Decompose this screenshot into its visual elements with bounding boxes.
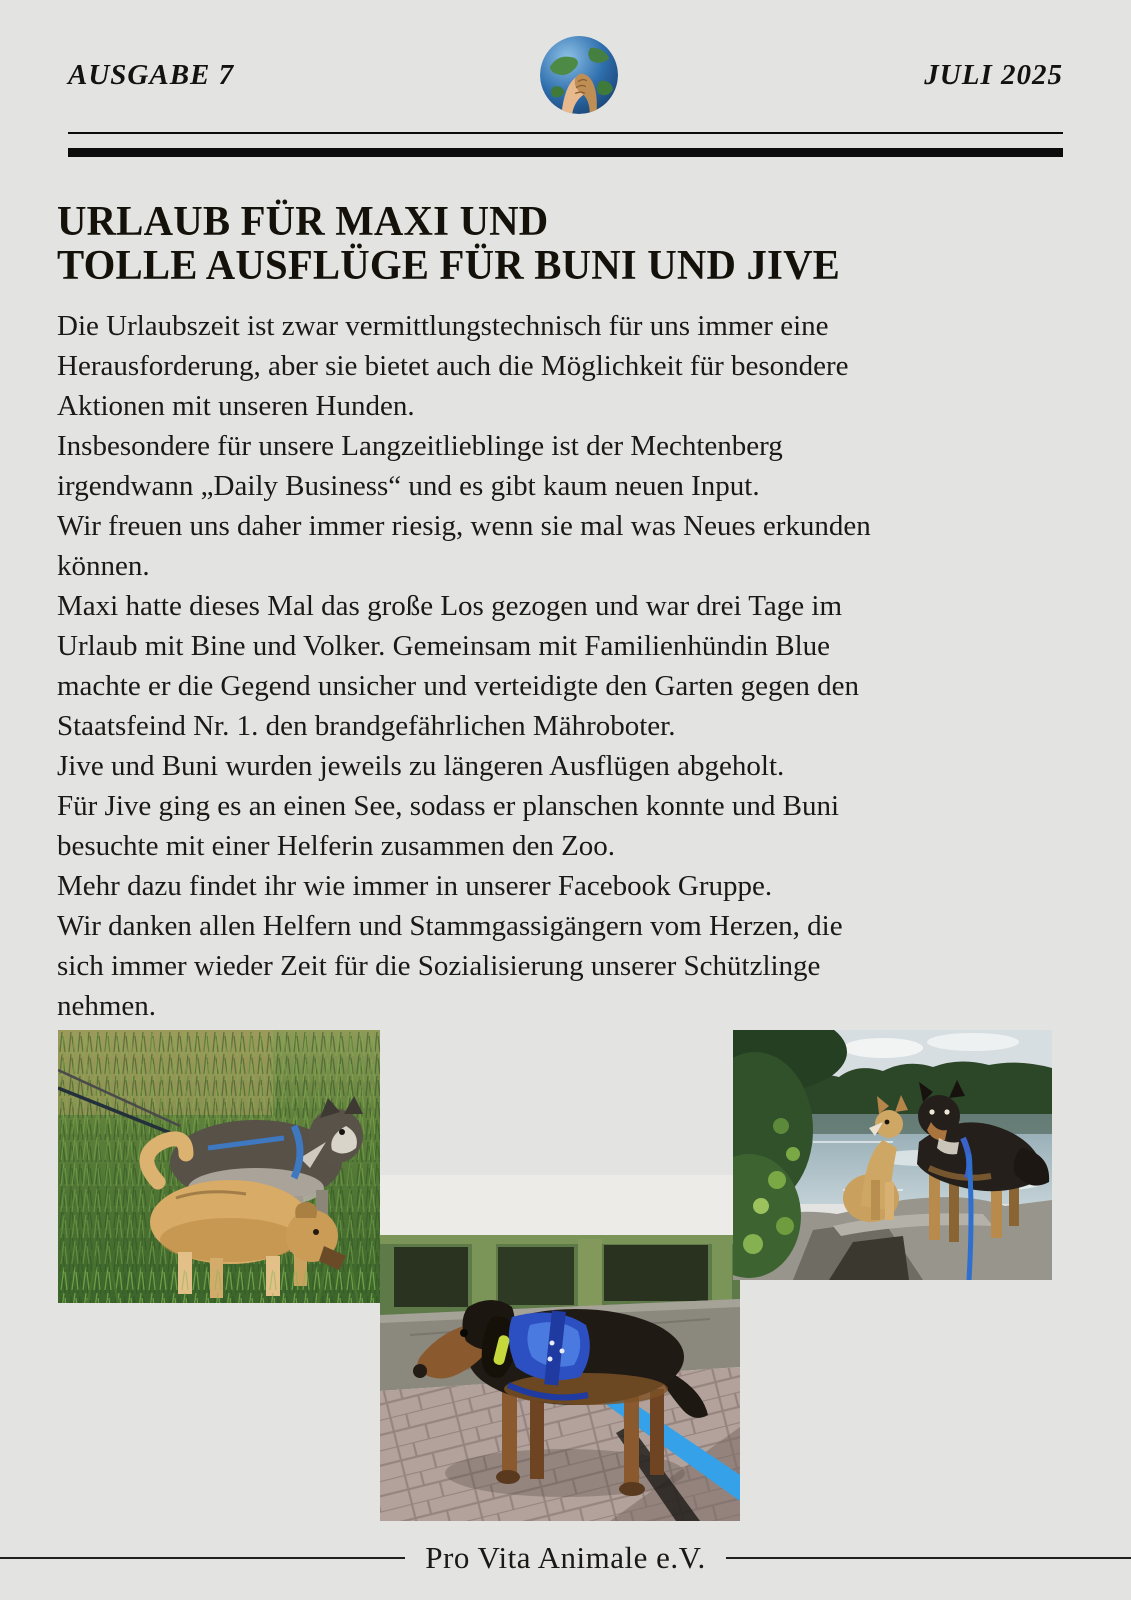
header-rule-thick <box>68 148 1063 157</box>
issue-label: AUSGABE 7 <box>68 58 235 91</box>
article-title-line1: URLAUB FÜR MAXI UND <box>57 199 549 245</box>
body-line: machte er die Gegend unsicher und verteidigte den Garten gegen den <box>57 670 860 702</box>
masthead <box>68 36 1063 114</box>
body-line: Mehr dazu findet ihr wie immer in unserer Facebook Gruppe. <box>57 870 773 902</box>
body-line: Wir danken allen Helfern und Stammgassigängern vom Herzen, die <box>57 910 843 942</box>
footer <box>0 1536 1131 1580</box>
footer-org-name: Pro Vita Animale e.V. <box>425 1540 706 1575</box>
body-line: Für Jive ging es an einen See, sodass er planschen konnte und Buni <box>57 790 840 822</box>
earth-hands-logo-icon <box>540 36 618 114</box>
header-rule-thin <box>68 132 1063 134</box>
photo-dogs-at-lake <box>733 1030 1052 1280</box>
article-body <box>57 306 1073 1026</box>
date-label: JULI 2025 <box>924 58 1063 91</box>
body-line: Staatsfeind Nr. 1. den brandgefährlichen Mähroboter. <box>57 710 676 742</box>
footer-divider-left <box>0 1557 405 1559</box>
body-line: Wir freuen uns daher immer riesig, wenn sie mal was Neues erkunden <box>57 510 871 542</box>
body-line: Maxi hatte dieses Mal das große Los gezogen und war drei Tage im <box>57 590 843 622</box>
footer-divider-right <box>726 1557 1131 1559</box>
body-line: Urlaub mit Bine und Volker. Gemeinsam mit Familienhündin Blue <box>57 630 831 662</box>
body-line: können. <box>57 550 150 582</box>
photo-dogs-in-grass <box>58 1030 380 1303</box>
photo-dog-on-pavement <box>380 1175 740 1521</box>
article-title-line2: TOLLE AUSFLÜGE FÜR BUNI UND JIVE <box>57 243 841 289</box>
body-line: Die Urlaubszeit ist zwar vermittlungstechnisch für uns immer eine <box>57 310 829 342</box>
article-title <box>57 200 1071 288</box>
body-line: Jive und Buni wurden jeweils zu längeren Ausflügen abgeholt. <box>57 750 785 782</box>
body-line: sich immer wieder Zeit für die Sozialisierung unserer Schützlinge <box>57 950 821 982</box>
body-line: Aktionen mit unseren Hunden. <box>57 390 415 422</box>
body-line: Insbesondere für unsere Langzeitlieblinge ist der Mechtenberg <box>57 430 783 462</box>
body-line: irgendwann „Daily Business“ und es gibt kaum neuen Input. <box>57 470 760 502</box>
body-line: besuchte mit einer Helferin zusammen den Zoo. <box>57 830 616 862</box>
body-line: nehmen. <box>57 990 157 1022</box>
body-line: Herausforderung, aber sie bietet auch die Möglichkeit für besondere <box>57 350 849 382</box>
